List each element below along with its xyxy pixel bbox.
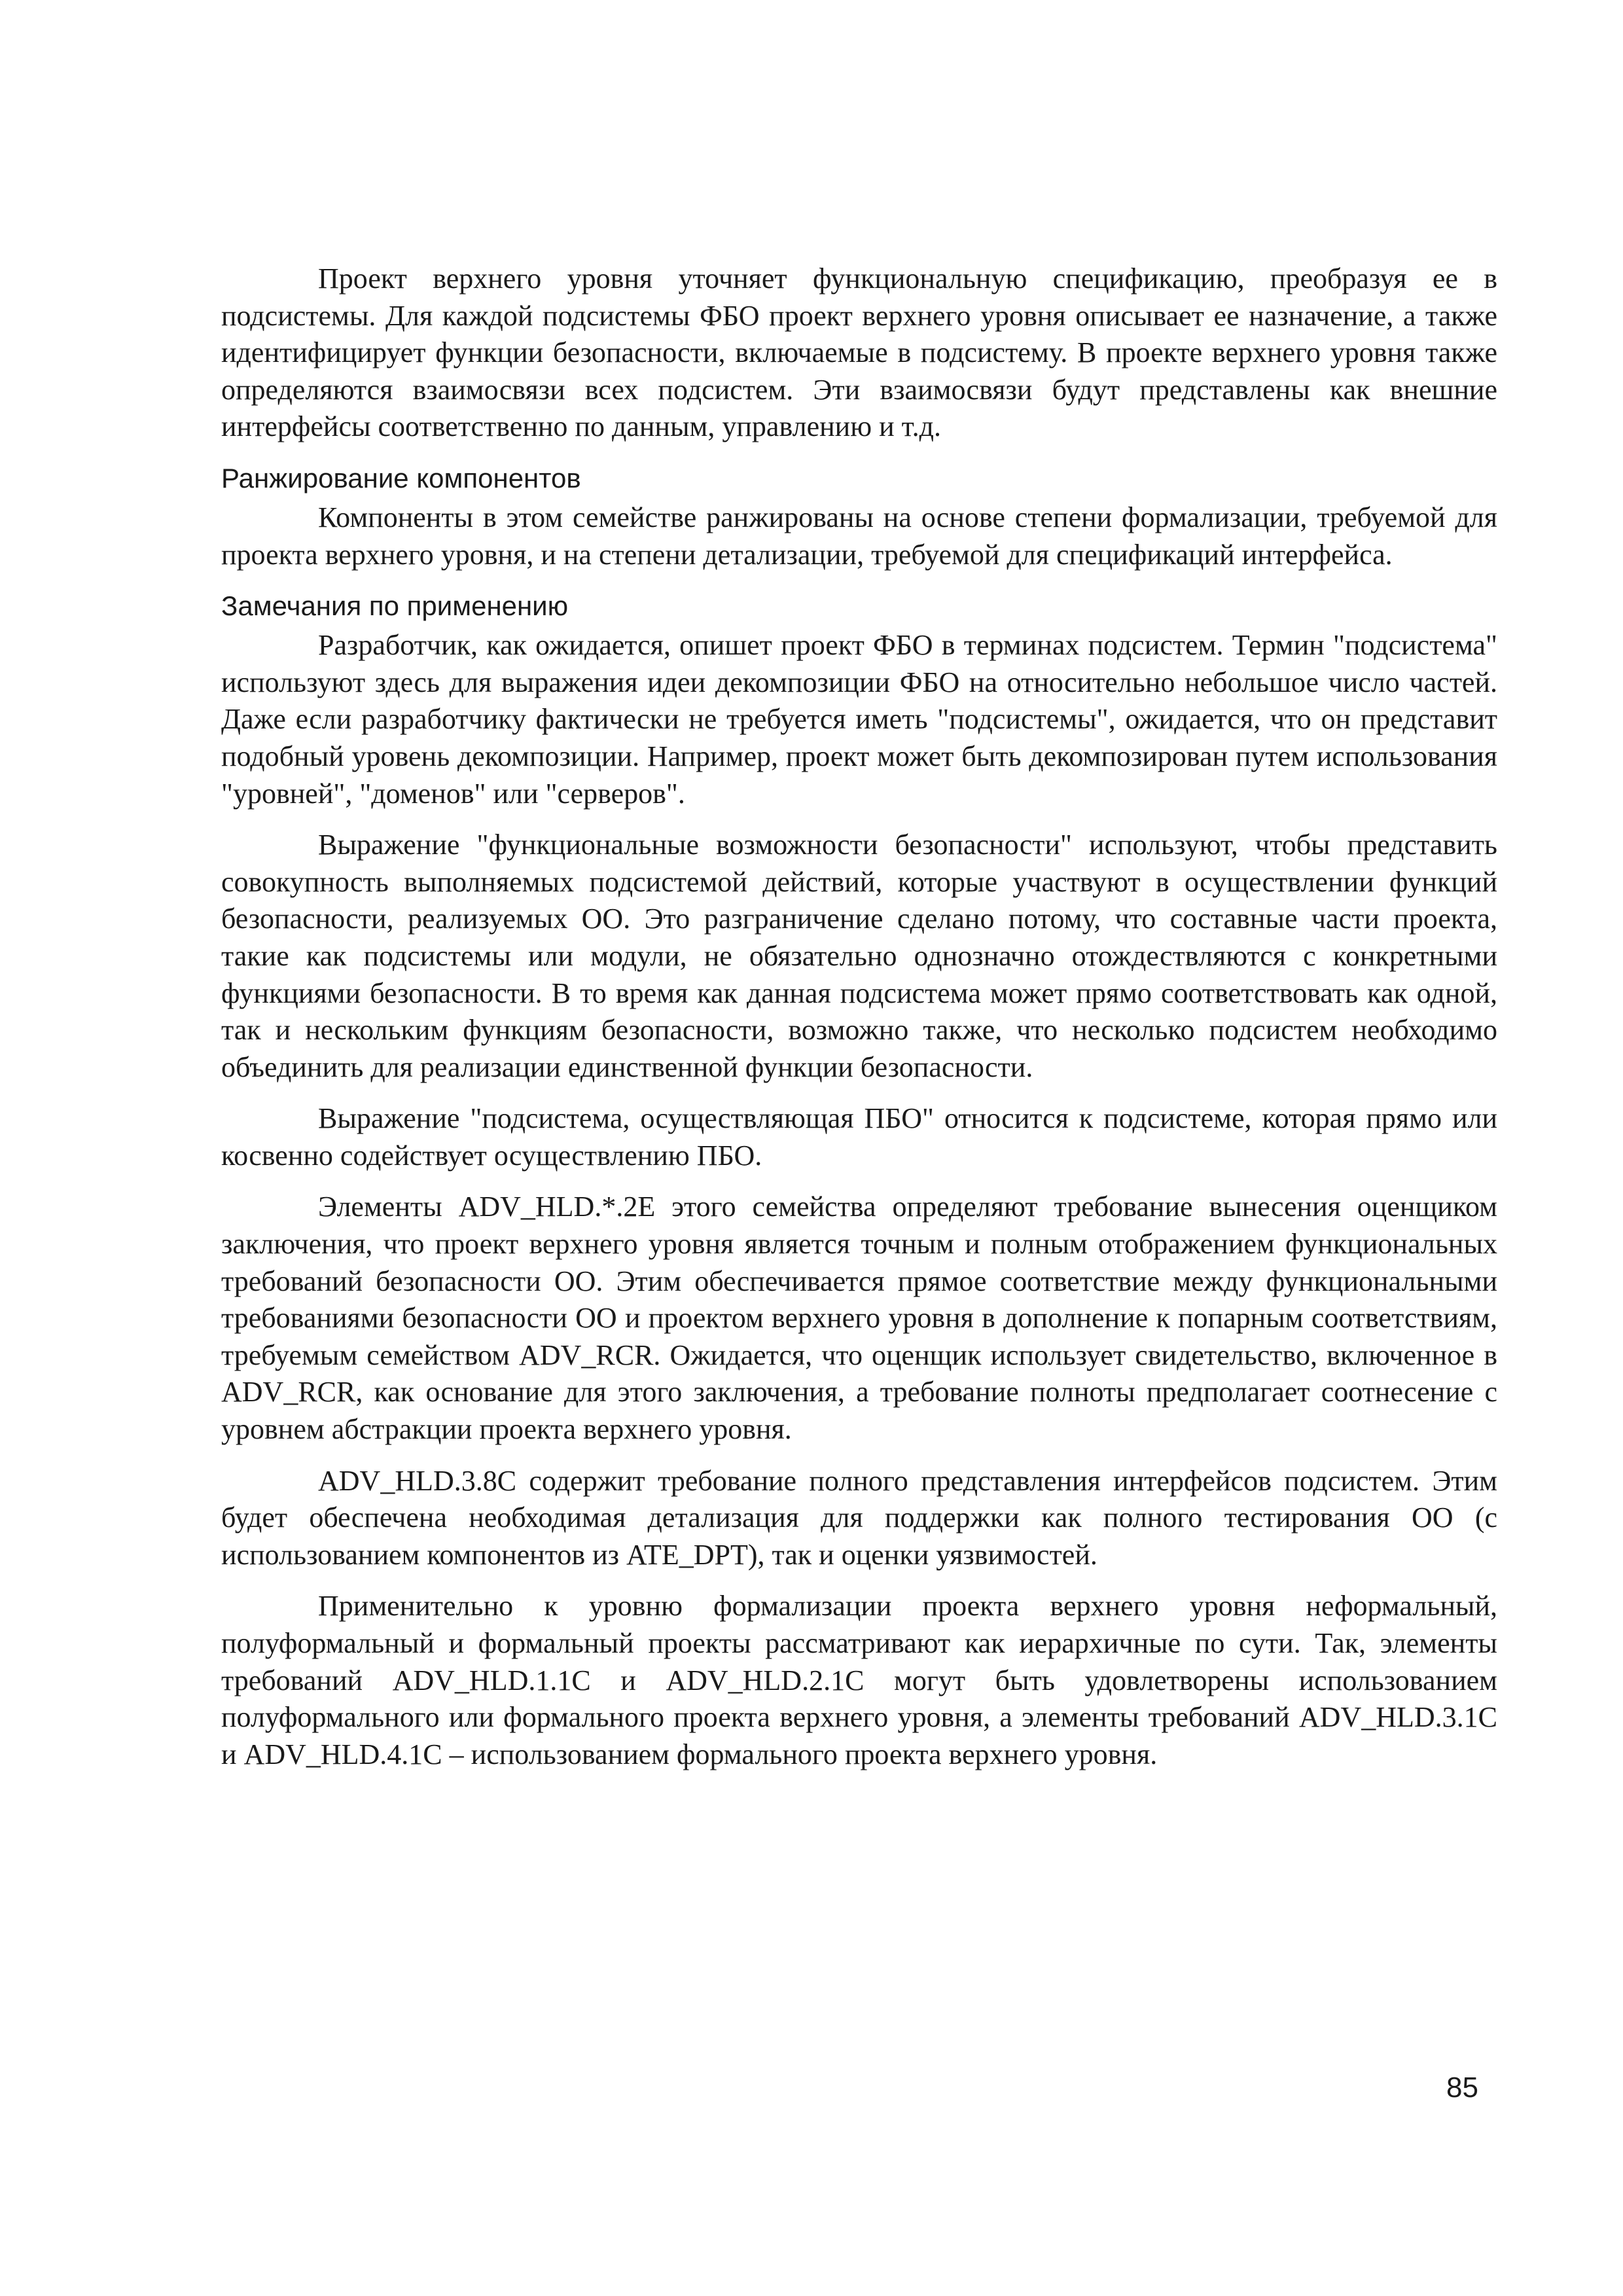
- notes-paragraph-3: Выражение "подсистема, осуществляющая ПБО" относится к подсистеме, которая прямо или косвенно содействует осуществлению ПБО.: [221, 1102, 1497, 1172]
- page-content: [221, 260, 1497, 1787]
- notes-paragraph-4: Элементы ADV_HLD.*.2E этого семейства определяют требование вынесения оценщиком заключения, что проект верхнего уровня является точным и полным отображением функциональных требований безопасности ОО. Этим обеспечивается прямое соответствие между функциональными требованиями безопасности ОО и проектом верхнего уровня в дополнение к попарным соответствиям, требуемым семейством ADV_RCR. Ожидается, что оценщик использует свидетельство, включенное в ADV_RCR, как основание для этого заключения, а требование полноты предполагает соотнесение с уровнем абстракции проекта верхнего уровня.: [221, 1191, 1497, 1446]
- page-number: 85: [1446, 2072, 1478, 2104]
- notes-heading: Замечания по применению: [221, 590, 569, 622]
- notes-paragraph-6: Применительно к уровню формализации проекта верхнего уровня неформальный, полуформальный и формальный проекты рассматривают как иерархичные по сути. Так, элементы требований ADV_HLD.1.1C и ADV_HLD.2.1C могут быть удовлетворены использованием полуформального или формального проекта верхнего уровня, а элементы требований ADV_HLD.3.1C и ADV_HLD.4.1C – использованием формального проекта верхнего уровня.: [221, 1590, 1497, 1770]
- notes-paragraph-2: Выражение "функциональные возможности безопасности" используют, чтобы представить совокупность выполняемых подсистемой действий, которые участвуют в осуществлении функций безопасности, реализуемых ОО. Это разграничение сделано потому, что составные части проекта, такие как подсистемы или модули, не обязательно однозначно отождествляются с конкретными функциями безопасности. В то время как данная подсистема может прямо соответствовать как одной, так и нескольким функциям безопасности, возможно также, что несколько подсистем необходимо объединить для реализации единственной функции безопасности.: [221, 829, 1497, 1083]
- intro-paragraph: Проект верхнего уровня уточняет функциональную спецификацию, преобразуя ее в подсистемы. Для каждой подсистемы ФБО проект верхнего уровня описывает ее назначение, а также идентифицирует функции безопасности, включаемые в подсистему. В проекте верхнего уровня также определяются взаимосвязи всех подсистем. Эти взаимосвязи будут представлены как внешние интерфейсы соответственно по данным, управлению и т.д.: [221, 262, 1497, 443]
- notes-paragraph-5: ADV_HLD.3.8C содержит требование полного представления интерфейсов подсистем. Этим будет обеспечена необходимая детализация для поддержки как полного тестирования ОО (с использованием компонентов из ATE_DPT), так и оценки уязвимостей.: [221, 1464, 1497, 1571]
- ranking-heading: Ранжирование компонентов: [221, 462, 581, 493]
- notes-paragraph-1: Разработчик, как ожидается, опишет проект ФБО в терминах подсистем. Термин "подсистема" используют здесь для выражения идеи декомпозиции ФБО на относительно небольшое число частей. Даже если разработчику фактически не требуется иметь "подсистемы", ожидается, что он представит подобный уровень декомпозиции. Например, проект может быть декомпозирован путем использования "уровней", "доменов" или "серверов".: [221, 629, 1497, 810]
- ranking-paragraph: Компоненты в этом семействе ранжированы на основе степени формализации, требуемой для проекта верхнего уровня, и на степени детализации, требуемой для спецификаций интерфейса.: [221, 501, 1497, 571]
